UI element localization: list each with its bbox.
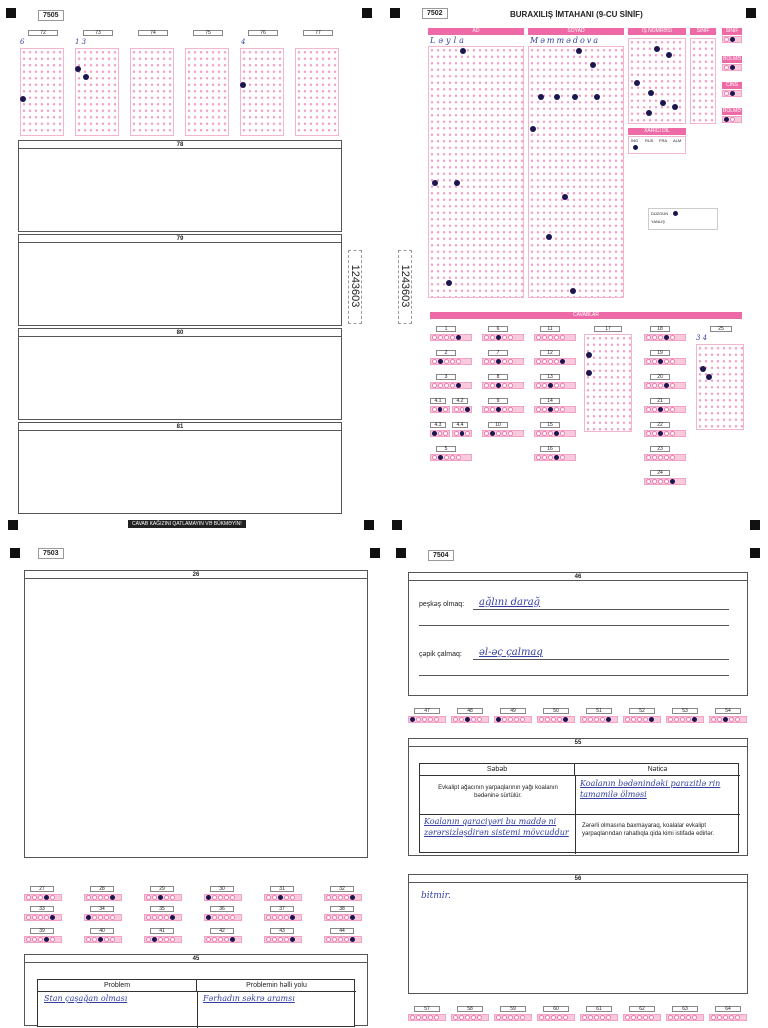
question-label: 42 — [210, 928, 234, 934]
answer-bubbles[interactable] — [452, 406, 472, 413]
filled-bubble — [432, 180, 438, 186]
answer-bubbles[interactable] — [264, 894, 302, 901]
question-label: 60 — [543, 1006, 569, 1012]
question-label: 23 — [650, 446, 670, 452]
answer-box-45[interactable] — [24, 954, 368, 1026]
filled-bubble — [460, 48, 466, 54]
answer-box-81[interactable] — [18, 422, 342, 514]
box-title: 46 — [409, 573, 747, 581]
answer-bubbles[interactable] — [84, 894, 122, 901]
box-title: 56 — [409, 875, 747, 883]
q25-handwritten: 3 4 — [696, 334, 708, 342]
registration-mark — [396, 548, 406, 558]
question-label: 24 — [650, 470, 670, 476]
question-label: 13 — [540, 374, 560, 380]
xarici-dil-options[interactable] — [628, 136, 686, 154]
question-label: 25 — [710, 326, 732, 332]
column-divider — [575, 776, 576, 854]
question-label: 9 — [488, 398, 508, 404]
ad-handwritten: Ləyla — [430, 36, 467, 45]
answer-bubbles[interactable] — [494, 716, 532, 723]
question-label: 61 — [586, 1006, 612, 1012]
side-label: SİNİF — [722, 28, 742, 35]
answer-bubbles[interactable] — [264, 914, 302, 921]
question-label: 17 — [594, 326, 622, 332]
answer-bubbles[interactable] — [430, 406, 450, 413]
answer-bubbles[interactable] — [451, 716, 489, 723]
question-label: 15 — [540, 422, 560, 428]
answer-bubbles[interactable] — [644, 478, 686, 485]
answer-box-56[interactable] — [408, 874, 748, 994]
legend-yanlis: YANLIŞ — [651, 219, 665, 224]
filled-bubble — [240, 82, 246, 88]
question-label: 11 — [540, 326, 560, 332]
answer-column-75[interactable] — [183, 30, 231, 138]
answer-bubbles[interactable] — [537, 716, 575, 723]
bubble-grid[interactable] — [240, 48, 284, 136]
peskes-answer: ağlını darağ — [479, 597, 541, 608]
filled-bubble — [546, 234, 552, 240]
answer-column-72[interactable] — [18, 30, 66, 138]
filled-bubble — [576, 48, 582, 54]
sheet-number: 7503 — [38, 548, 64, 559]
xarici-dil-title: XARİCİ DİL — [628, 128, 686, 135]
answer-bubbles[interactable] — [623, 1014, 661, 1021]
box-title: 55 — [409, 739, 747, 747]
answer-bubbles[interactable] — [644, 430, 686, 437]
registration-mark — [392, 520, 402, 530]
answer-column-73[interactable] — [73, 30, 121, 138]
bubble-grid[interactable] — [185, 48, 229, 136]
answer-line — [473, 659, 729, 660]
answer-box-26[interactable] — [24, 570, 368, 858]
question-label: 14 — [540, 398, 560, 404]
filled-bubble — [586, 370, 592, 376]
filled-bubble — [530, 126, 536, 132]
answer-bubbles[interactable] — [324, 894, 362, 901]
question-label: 37 — [270, 906, 294, 912]
answer-bubbles[interactable] — [84, 914, 122, 921]
question-label: 35 — [150, 906, 174, 912]
registration-mark — [390, 8, 400, 18]
box-title: 81 — [19, 423, 341, 431]
question-label: 59 — [500, 1006, 526, 1012]
answer-bubbles[interactable] — [24, 936, 62, 943]
answer-bubbles[interactable] — [144, 894, 182, 901]
q25-bubble-grid[interactable] — [696, 344, 744, 430]
side-label: BÖLMƏ — [723, 56, 741, 62]
col-hell: Problemin həlli yolu — [197, 980, 356, 992]
side-bubbles[interactable] — [722, 116, 742, 123]
question-label: 77 — [303, 30, 333, 36]
row-divider — [420, 814, 740, 815]
filled-bubble — [706, 374, 712, 380]
question-label: 34 — [90, 906, 114, 912]
question-label: 20 — [650, 374, 670, 380]
answer-bubbles[interactable] — [644, 358, 686, 365]
sebeb-text: Evkalipt ağacının yarpaqlarının yağı koalanın bədəninə sürtülür. — [438, 785, 558, 799]
answer-bubbles[interactable] — [204, 936, 242, 943]
filled-bubble — [666, 52, 672, 58]
question-label: 7 — [488, 350, 508, 356]
registration-mark — [750, 520, 760, 530]
answer-bubbles[interactable] — [24, 894, 62, 901]
answer-bubbles[interactable] — [709, 1014, 747, 1021]
sheet-1 — [0, 0, 384, 527]
bubble-grid[interactable] — [130, 48, 174, 136]
side-label: CİNS — [722, 82, 742, 89]
question-label: 4.1 — [430, 398, 446, 404]
question-label: 47 — [414, 708, 440, 714]
sheet-number: 7502 — [422, 8, 448, 19]
filled-bubble — [672, 104, 678, 110]
registration-mark — [362, 8, 372, 18]
filled-bubble — [654, 46, 660, 52]
answer-bubbles[interactable] — [534, 430, 576, 437]
answer-bubbles[interactable] — [534, 334, 576, 341]
answer-bubbles[interactable] — [430, 334, 472, 341]
table-45 — [37, 979, 355, 1027]
soyad-handwritten: Məmmədova — [530, 36, 601, 45]
answer-bubbles[interactable] — [534, 358, 576, 365]
bubble-grid[interactable] — [20, 48, 64, 136]
filled-bubble — [83, 74, 89, 80]
header-sinif-kodu: SİNİF — [690, 28, 716, 35]
filled-bubble — [673, 211, 678, 216]
question-label: 30 — [210, 886, 234, 892]
answer-bubbles[interactable] — [430, 382, 472, 389]
filled-bubble — [538, 94, 544, 100]
answer-bubbles[interactable] — [580, 716, 618, 723]
col-sebeb: Səbəb — [420, 764, 575, 776]
question-label: 33 — [30, 906, 54, 912]
cepik-answer: əl-əç çalmaq — [479, 647, 543, 658]
answer-column-74[interactable] — [128, 30, 176, 138]
question-label: 4.3 — [430, 422, 446, 428]
answer-bubbles[interactable] — [644, 382, 686, 389]
answer-bubbles[interactable] — [24, 914, 62, 921]
answer-bubbles[interactable] — [144, 914, 182, 921]
question-label: 76 — [248, 30, 278, 36]
footer-warning: CAVAB KAĞIZINI QATLAMAYIN VƏ BÜKMƏYİN! — [128, 520, 246, 528]
answer-bubbles[interactable] — [264, 936, 302, 943]
answer-bubbles[interactable] — [324, 936, 362, 943]
sebeb-handwritten: Koalanın qaraciyəri bu maddə ni zərərsizləşdirən sistemi mövcuddur — [424, 817, 569, 837]
q56-handwritten: bitmir. — [421, 891, 451, 901]
question-label: 48 — [457, 708, 483, 714]
question-label: 53 — [672, 708, 698, 714]
sheet-2 — [384, 0, 768, 520]
sheet-number: 7504 — [428, 550, 454, 561]
answer-bubbles[interactable] — [534, 406, 576, 413]
question-label: 52 — [629, 708, 655, 714]
handwritten-digit: 1 3 — [75, 38, 87, 46]
side-label: BÖLMƏ — [723, 108, 741, 114]
filled-bubble — [454, 180, 460, 186]
answer-bubbles[interactable] — [204, 914, 242, 921]
question-label: 40 — [90, 928, 114, 934]
vertical-code-right: 1243603 — [399, 264, 411, 308]
col-problem: Problem — [38, 980, 197, 992]
sheet-3 — [0, 540, 384, 1024]
table-55 — [419, 763, 739, 853]
filled-bubble — [634, 80, 640, 86]
hand-problem: Stan çaşağan olması — [44, 994, 128, 1003]
answer-bubbles[interactable] — [534, 382, 576, 389]
question-label: 39 — [30, 928, 54, 934]
question-label: 31 — [270, 886, 294, 892]
q17-bubble-grid[interactable] — [584, 334, 632, 432]
ad-bubble-grid[interactable] — [428, 46, 524, 298]
answer-bubbles[interactable] — [451, 1014, 489, 1021]
answer-line — [419, 625, 729, 626]
answer-box-79[interactable] — [18, 234, 342, 326]
legend — [648, 208, 718, 230]
legend-duzgun: DÜZGÜN — [651, 211, 669, 216]
box-title: 78 — [19, 141, 341, 149]
handwritten-digit: 6 — [20, 38, 25, 46]
question-label: 4.4 — [452, 422, 468, 428]
lang-fra[interactable]: FRA — [659, 138, 667, 143]
question-label: 6 — [488, 326, 508, 332]
question-label: 32 — [330, 886, 354, 892]
netice-text: Zərərli olmasına baxmayaraq, koalalar evkalipt yarpaqlarından rahatlıqla qida kimi istifadə edirlər. — [582, 823, 715, 837]
answer-line — [419, 675, 729, 676]
answer-bubbles[interactable] — [482, 406, 524, 413]
filled-bubble — [446, 280, 452, 286]
filled-bubble — [700, 366, 706, 372]
question-label: 10 — [488, 422, 508, 428]
answer-bubbles[interactable] — [623, 716, 661, 723]
peskes-label: peşkəş olmaq: — [419, 601, 465, 608]
answer-bubbles[interactable] — [494, 1014, 532, 1021]
question-label: 57 — [414, 1006, 440, 1012]
answer-bubbles[interactable] — [482, 358, 524, 365]
answer-bubbles[interactable] — [482, 430, 524, 437]
question-label: 51 — [586, 708, 612, 714]
answer-bubbles[interactable] — [204, 894, 242, 901]
sheet-number: 7505 — [38, 10, 64, 21]
question-label: 36 — [210, 906, 234, 912]
answer-column-76[interactable] — [238, 30, 286, 138]
sheet-4 — [384, 540, 768, 1024]
lang-alm[interactable]: ALM — [673, 138, 682, 143]
filled-bubble — [75, 66, 81, 72]
registration-mark — [750, 548, 760, 558]
question-label: 73 — [83, 30, 113, 36]
handwritten-digit: 4 — [241, 38, 246, 46]
question-label: 3 — [436, 374, 456, 380]
side-bubbles[interactable] — [722, 64, 742, 71]
header-ad: AD — [428, 28, 524, 35]
question-label: 72 — [28, 30, 58, 36]
filled-bubble — [572, 94, 578, 100]
box-title: 80 — [19, 329, 341, 337]
filled-bubble — [660, 100, 666, 106]
question-label: 63 — [672, 1006, 698, 1012]
filled-bubble — [646, 110, 652, 116]
hand-hell: Fərhadın səkrə aramsı — [203, 994, 295, 1003]
answer-bubbles[interactable] — [482, 334, 524, 341]
question-label: 62 — [629, 1006, 655, 1012]
registration-mark — [6, 8, 16, 18]
question-label: 58 — [457, 1006, 483, 1012]
answer-bubbles[interactable] — [408, 1014, 446, 1021]
filled-bubble — [590, 62, 596, 68]
registration-mark — [370, 548, 380, 558]
answer-column-77[interactable] — [293, 30, 341, 138]
answer-bubbles[interactable] — [430, 454, 472, 461]
question-label: 18 — [650, 326, 670, 332]
filled-bubble — [562, 194, 568, 200]
answer-box-80[interactable] — [18, 328, 342, 420]
box-title: 26 — [25, 571, 367, 579]
netice-handwritten: Koalanın bədənindəki parazitlə rin tamamilə ölməsi — [580, 779, 721, 799]
answer-bubbles[interactable] — [644, 406, 686, 413]
question-label: 5 — [436, 446, 456, 452]
box-title: 79 — [19, 235, 341, 243]
question-label: 38 — [330, 906, 354, 912]
registration-mark — [8, 520, 18, 530]
filled-bubble — [570, 288, 576, 294]
col-netice: Nəticə — [575, 764, 740, 776]
bubble-grid[interactable] — [295, 48, 339, 136]
registration-mark — [746, 8, 756, 18]
answer-box-46[interactable] — [408, 572, 748, 696]
question-label: 2 — [436, 350, 456, 356]
side-bubbles[interactable] — [722, 36, 742, 43]
question-label: 22 — [650, 422, 670, 428]
question-label: 19 — [650, 350, 670, 356]
question-label: 21 — [650, 398, 670, 404]
filled-bubble — [20, 96, 26, 102]
answer-line — [473, 609, 729, 610]
vertical-code-left: 1243603 — [349, 264, 361, 308]
answer-bubbles[interactable] — [452, 430, 472, 437]
registration-mark — [364, 520, 374, 530]
answer-bubbles[interactable] — [580, 1014, 618, 1021]
filled-bubble — [586, 352, 592, 358]
answer-box-78[interactable] — [18, 140, 342, 232]
question-label: 49 — [500, 708, 526, 714]
question-label: 4.2 — [452, 398, 468, 404]
question-label: 75 — [193, 30, 223, 36]
answer-bubbles[interactable] — [666, 716, 704, 723]
cavablar-header: CAVABLAR — [430, 312, 742, 319]
question-label: 74 — [138, 30, 168, 36]
answer-bubbles[interactable] — [534, 454, 576, 461]
sinif-kodu-grid[interactable] — [690, 38, 716, 124]
answer-bubbles[interactable] — [666, 1014, 704, 1021]
cepik-label: çəpik çalmaq: — [419, 651, 462, 658]
answer-bubbles[interactable] — [408, 716, 446, 723]
box-title: 45 — [25, 955, 367, 963]
answer-bubbles[interactable] — [324, 914, 362, 921]
header-soyad: SOYAD — [528, 28, 624, 35]
question-label: 54 — [715, 708, 741, 714]
lang-ing[interactable]: İNG — [631, 138, 639, 143]
answer-bubbles[interactable] — [709, 716, 747, 723]
answer-bubbles[interactable] — [644, 334, 686, 341]
question-label: 8 — [488, 374, 508, 380]
filled-bubble — [594, 94, 600, 100]
filled-bubble — [633, 145, 638, 150]
question-label: 64 — [715, 1006, 741, 1012]
answer-bubbles[interactable] — [430, 430, 450, 437]
question-label: 44 — [330, 928, 354, 934]
soyad-bubble-grid[interactable] — [528, 46, 624, 298]
bubble-grid[interactable] — [75, 48, 119, 136]
question-label: 1 — [436, 326, 456, 332]
answer-bubbles[interactable] — [430, 358, 472, 365]
question-label: 27 — [30, 886, 54, 892]
question-label: 12 — [540, 350, 560, 356]
question-label: 29 — [150, 886, 174, 892]
question-label: 28 — [90, 886, 114, 892]
answer-bubbles[interactable] — [482, 382, 524, 389]
question-label: 16 — [540, 446, 560, 452]
answer-bubbles[interactable] — [644, 454, 686, 461]
lang-rus[interactable]: RUS — [645, 138, 654, 143]
answer-bubbles[interactable] — [537, 1014, 575, 1021]
exam-title: BURAXILIŞ İMTAHANI (9-CU SİNİF) — [510, 10, 643, 19]
column-divider — [197, 992, 198, 1028]
registration-mark — [10, 548, 20, 558]
filled-bubble — [648, 90, 654, 96]
filled-bubble — [554, 94, 560, 100]
answer-bubbles[interactable] — [144, 936, 182, 943]
question-label: 43 — [270, 928, 294, 934]
answer-box-55[interactable] — [408, 738, 748, 856]
answer-bubbles[interactable] — [84, 936, 122, 943]
side-bubbles[interactable] — [722, 90, 742, 97]
question-label: 50 — [543, 708, 569, 714]
header-is-nomresi: İŞ NÖMRƏSİ — [628, 28, 686, 35]
question-label: 41 — [150, 928, 174, 934]
